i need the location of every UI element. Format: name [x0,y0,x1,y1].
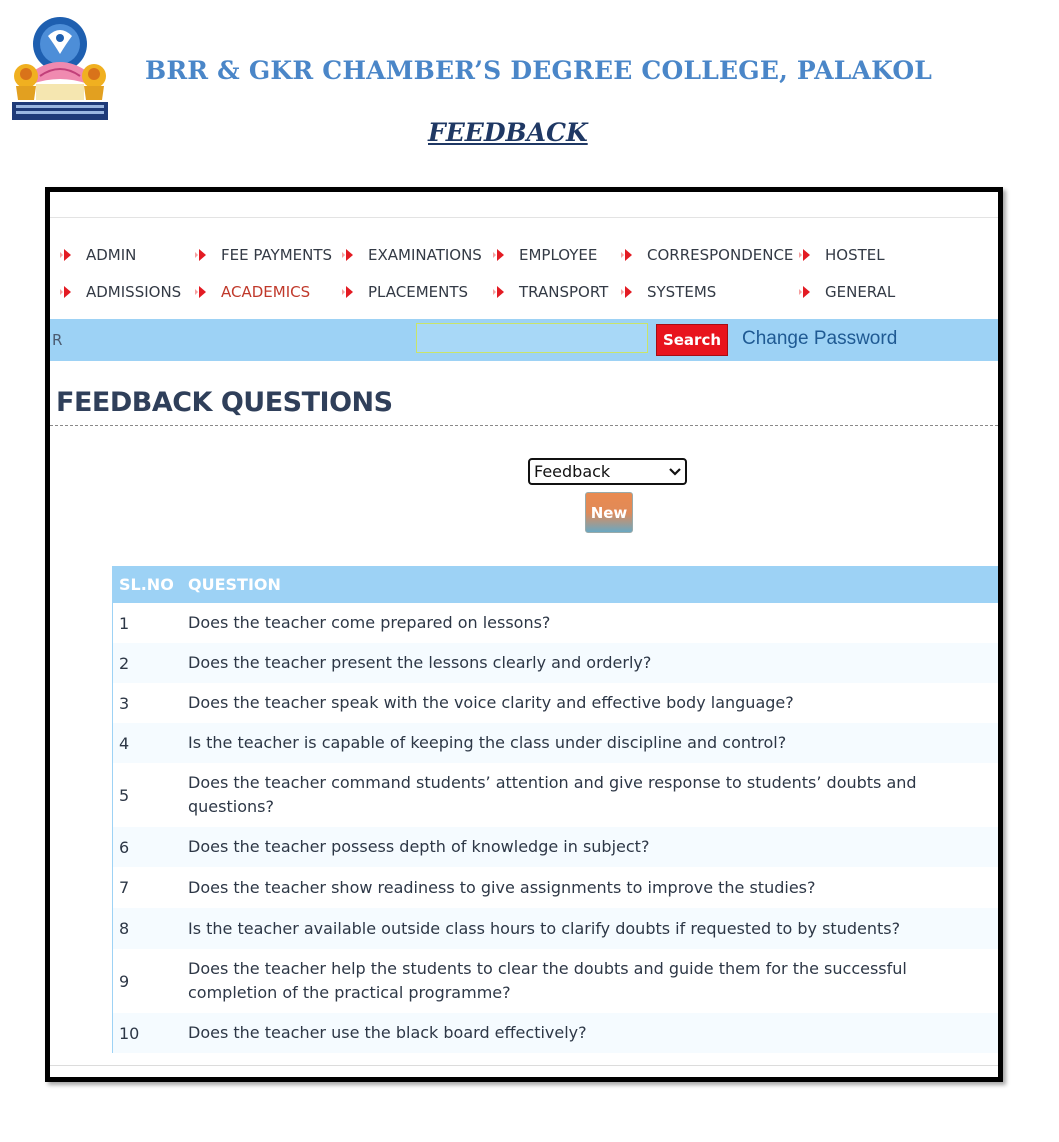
welcome-fragment: R [52,331,63,349]
row-number: 9 [119,971,130,991]
menu-item-hostel[interactable] [797,245,885,265]
table-row [113,763,998,827]
main-menu [50,232,998,312]
row-question: Does the teacher possess depth of knowledge in subject? [188,837,650,856]
search-button[interactable]: Search [656,324,728,356]
college-logo [10,14,110,122]
row-question: Is the teacher available outside class hours to clarify doubts if requested to by students? [188,918,901,938]
menu-arrow-icon [340,284,356,300]
menu-arrow-icon [619,284,635,300]
menu-item-admin[interactable] [58,245,136,265]
row-number: 10 [119,1023,140,1043]
row-question: Does the teacher present the lessons clearly and orderly? [188,653,652,672]
menu-item-label: SYSTEMS [647,283,717,301]
menu-item-transport[interactable] [491,282,608,302]
table-row [113,723,998,763]
table-row [113,867,998,908]
menu-item-employee[interactable] [491,245,597,265]
menu-arrow-icon [491,284,507,300]
menu-arrow-icon [797,284,813,300]
heading-divider [50,425,998,426]
menu-item-label: HOSTEL [825,246,885,264]
menu-item-label: CORRESPONDENCE [647,246,794,264]
menu-arrow-icon [58,247,74,263]
menu-item-label: EMPLOYEE [519,246,598,264]
table-row [113,643,998,683]
table-row [113,827,998,867]
row-number: 7 [119,878,130,897]
row-number: 5 [119,785,130,805]
row-question: Does the teacher command students’ attention and give response to students’ doubts and questions? [188,773,917,816]
college-name: BRR & GKR CHAMBER’S DEGREE COLLEGE, PALAKOL [145,56,933,85]
menu-item-correspondence[interactable] [619,245,793,265]
row-number: 8 [119,919,130,938]
row-number: 6 [119,837,130,857]
top-strip [50,192,998,218]
screenshot-frame [45,187,1003,1082]
column-header-slno: SL.NO [119,575,174,594]
menu-item-admissions[interactable] [58,282,181,302]
row-number: 4 [119,733,130,753]
menu-item-general[interactable] [797,282,895,302]
menu-item-placements[interactable] [340,282,468,302]
row-number: 1 [119,613,130,633]
search-bar [50,319,998,361]
row-question: Does the teacher help the students to clear the doubts and guide them for the successful completion of the practical programme? [188,959,907,1002]
menu-item-label: TRANSPORT [519,283,609,301]
select-value: Feedback [534,462,611,481]
table-header [113,566,998,603]
menu-arrow-icon [193,284,209,300]
row-question: Does the teacher speak with the voice clarity and effective body language? [188,693,794,712]
menu-arrow-icon [619,247,635,263]
bottom-divider [50,1065,998,1066]
row-question: Does the teacher show readiness to give assignments to improve the studies? [188,877,816,897]
row-question: Does the teacher use the black board effectively? [188,1023,587,1042]
menu-arrow-icon [491,247,507,263]
row-question: Does the teacher come prepared on lessons? [188,613,551,632]
menu-arrow-icon [340,247,356,263]
menu-item-label: GENERAL [825,283,896,301]
table-row [113,1013,998,1053]
menu-item-label: FEE PAYMENTS [221,246,333,264]
row-number: 2 [119,653,130,673]
row-question: Is the teacher is capable of keeping the class under discipline and control? [188,733,787,752]
menu-arrow-icon [797,247,813,263]
menu-item-label: ADMISSIONS [86,283,182,301]
table-row [113,683,998,723]
document-section-title: FEEDBACK [428,118,588,147]
questions-table [112,566,998,1053]
table-row [113,908,998,949]
menu-item-label: PLACEMENTS [368,283,469,301]
menu-item-label: EXAMINATIONS [368,246,482,264]
menu-item-label: ADMIN [86,246,137,264]
change-password-link[interactable]: Change Password [742,328,898,349]
table-row [113,949,998,1013]
search-input[interactable] [416,323,648,353]
page-title: FEEDBACK QUESTIONS [56,387,393,418]
new-button[interactable]: New [585,492,633,533]
feedback-type-select[interactable] [528,458,687,485]
column-header-question: QUESTION [188,575,281,594]
menu-item-examinations[interactable] [340,245,482,265]
menu-item-fee-payments[interactable] [193,245,332,265]
menu-arrow-icon [193,247,209,263]
chevron-down-icon [669,467,681,477]
table-row [113,603,998,643]
menu-arrow-icon [58,284,74,300]
row-number: 3 [119,693,130,713]
menu-item-label: ACADEMICS [221,283,311,301]
menu-item-systems[interactable] [619,282,716,302]
menu-item-academics[interactable] [193,282,310,302]
